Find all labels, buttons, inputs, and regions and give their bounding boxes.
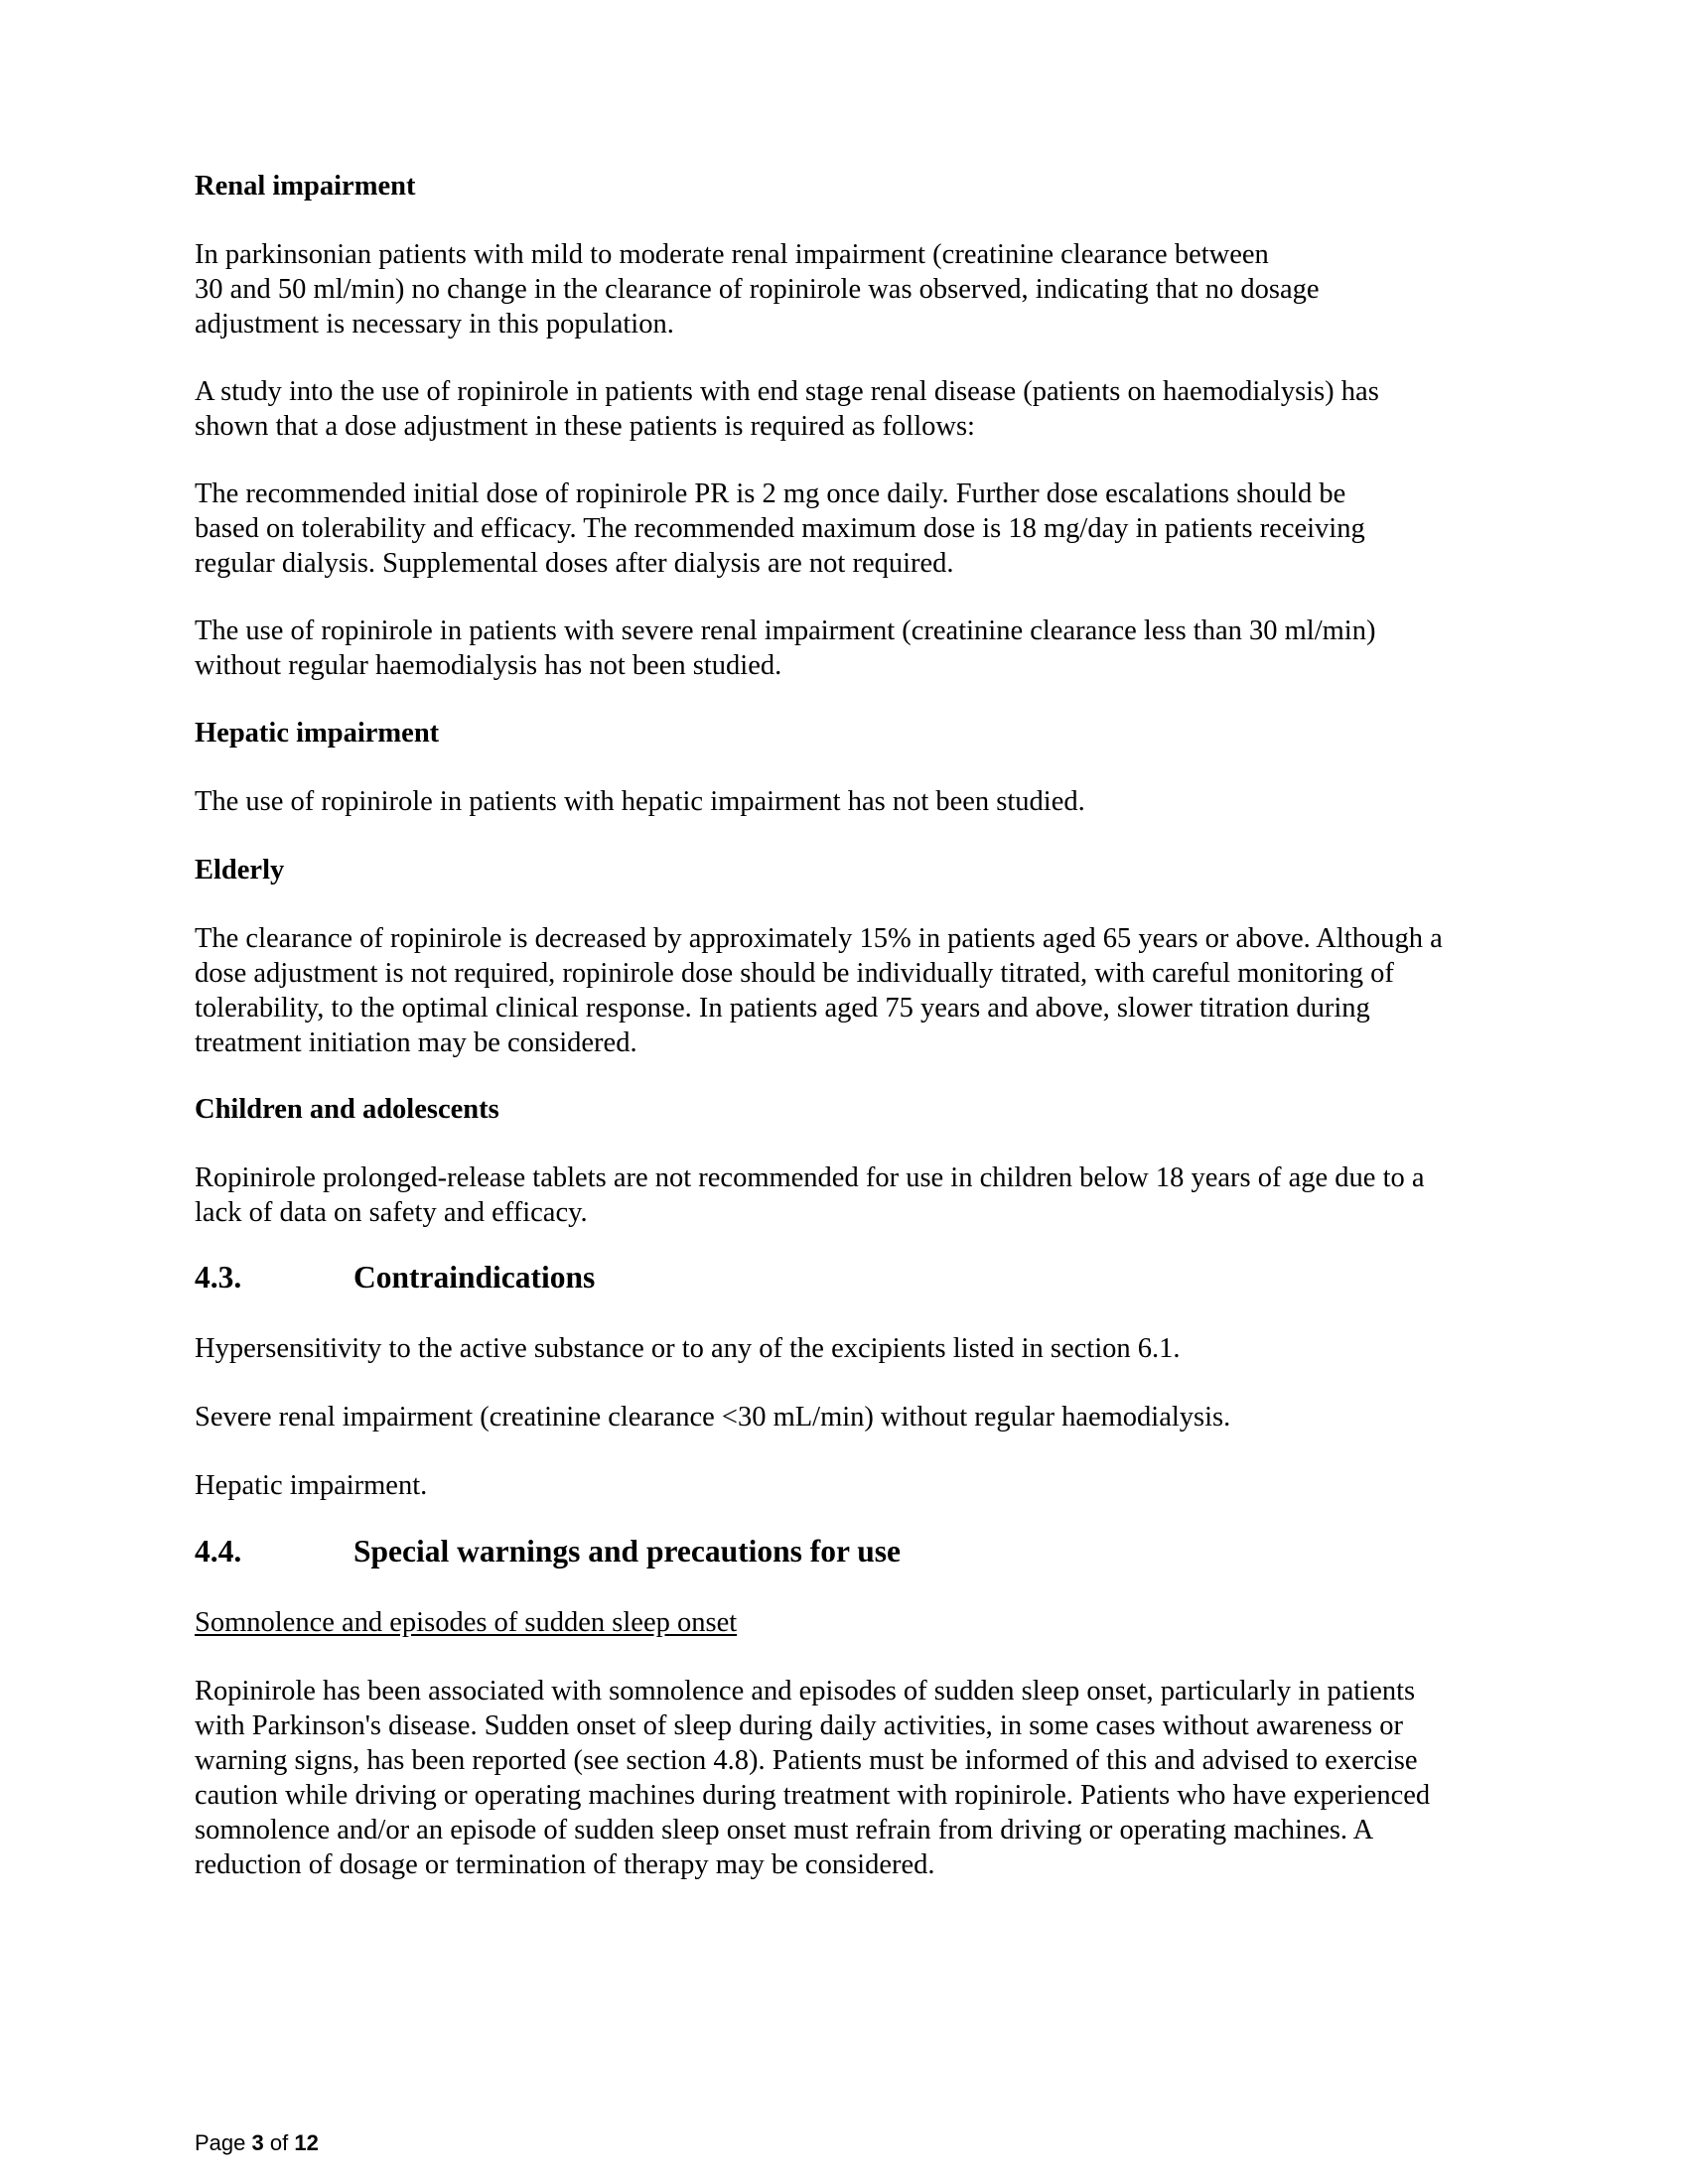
page-label: Page (195, 2130, 246, 2155)
page-footer (195, 2130, 319, 2156)
section-number: 4.4. (195, 1534, 242, 1569)
text-line: treatment initiation may be considered. (195, 1027, 637, 1058)
contraindications-paragraph-3 (195, 1468, 427, 1503)
renal-paragraph-1 (195, 237, 1320, 341)
contraindications-paragraph-1 (195, 1331, 1181, 1366)
text-line: Hepatic impairment. (195, 1470, 428, 1501)
text-line: The use of ropinirole in patients with hepatic impairment has not been studied. (195, 786, 1085, 817)
text-line: warning signs, has been reported (see section 4.8). Patients must be informed of this and advised to exercise (195, 1745, 1418, 1776)
current-page-number: 3 (251, 2130, 264, 2155)
children-paragraph-1 (195, 1160, 1425, 1230)
text-line: somnolence and/or an episode of sudden sleep onset must refrain from driving or operating machines. A (195, 1815, 1374, 1845)
section-4-3-heading (195, 1259, 595, 1297)
section-number: 4.3. (195, 1260, 242, 1295)
text-line: with Parkinson's disease. Sudden onset of sleep during daily activities, in some cases without awareness or (195, 1710, 1403, 1741)
text-line: Hypersensitivity to the active substance or to any of the excipients listed in section 6.1. (195, 1333, 1181, 1364)
text-line: adjustment is necessary in this population. (195, 309, 674, 340)
somnolence-subheading: Somnolence and episodes of sudden sleep onset (195, 1607, 738, 1638)
text-line: Severe renal impairment (creatinine clearance <30 mL/min) without regular haemodialysis. (195, 1402, 1231, 1433)
text-line: regular dialysis. Supplemental doses after dialysis are not required. (195, 548, 954, 579)
contraindications-paragraph-2 (195, 1400, 1230, 1434)
text-line: based on tolerability and efficacy. The recommended maximum dose is 18 mg/day in patients receiving (195, 513, 1365, 544)
somnolence-paragraph-1 (195, 1674, 1430, 1882)
section-title: Special warnings and precautions for use (353, 1534, 902, 1569)
elderly-paragraph-1 (195, 921, 1443, 1060)
children-heading: Children and adolescents (195, 1094, 499, 1125)
renal-paragraph-2 (195, 374, 1379, 444)
renal-paragraph-4 (195, 614, 1375, 683)
text-line: The clearance of ropinirole is decreased by approximately 15% in patients aged 65 years or above. Although a (195, 923, 1443, 954)
text-line: reduction of dosage or termination of therapy may be considered. (195, 1849, 935, 1880)
hepatic-impairment-heading: Hepatic impairment (195, 718, 440, 749)
renal-paragraph-3 (195, 477, 1365, 581)
renal-impairment-heading: Renal impairment (195, 171, 416, 202)
total-page-count: 12 (294, 2130, 319, 2155)
section-4-4-heading (195, 1533, 901, 1570)
elderly-heading: Elderly (195, 855, 285, 886)
text-line: tolerability, to the optimal clinical response. In patients aged 75 years and above, slower titration during (195, 993, 1370, 1024)
text-line: In parkinsonian patients with mild to moderate renal impairment (creatinine clearance between (195, 239, 1269, 270)
hepatic-paragraph-1 (195, 784, 1085, 819)
section-title: Contraindications (353, 1260, 596, 1295)
text-line: Ropinirole has been associated with somnolence and episodes of sudden sleep onset, particularly in patients (195, 1676, 1416, 1706)
page-of-label: of (269, 2130, 289, 2155)
text-line: The recommended initial dose of ropinirole PR is 2 mg once daily. Further dose escalations should be (195, 478, 1346, 509)
text-line: caution while driving or operating machines during treatment with ropinirole. Patients who have experienced (195, 1780, 1431, 1811)
text-line: 30 and 50 ml/min) no change in the clearance of ropinirole was observed, indicating that no dosage (195, 274, 1320, 305)
text-line: The use of ropinirole in patients with severe renal impairment (creatinine clearance less than 30 ml/min) (195, 615, 1376, 646)
text-line: Ropinirole prolonged-release tablets are not recommended for use in children below 18 years of age due to a (195, 1162, 1425, 1193)
text-line: A study into the use of ropinirole in patients with end stage renal disease (patients on haemodialysis) has (195, 376, 1379, 407)
text-line: lack of data on safety and efficacy. (195, 1197, 588, 1228)
text-line: shown that a dose adjustment in these patients is required as follows: (195, 411, 975, 442)
text-line: dose adjustment is not required, ropinirole dose should be individually titrated, with careful monitoring of (195, 958, 1394, 989)
text-line: without regular haemodialysis has not been studied. (195, 650, 782, 681)
